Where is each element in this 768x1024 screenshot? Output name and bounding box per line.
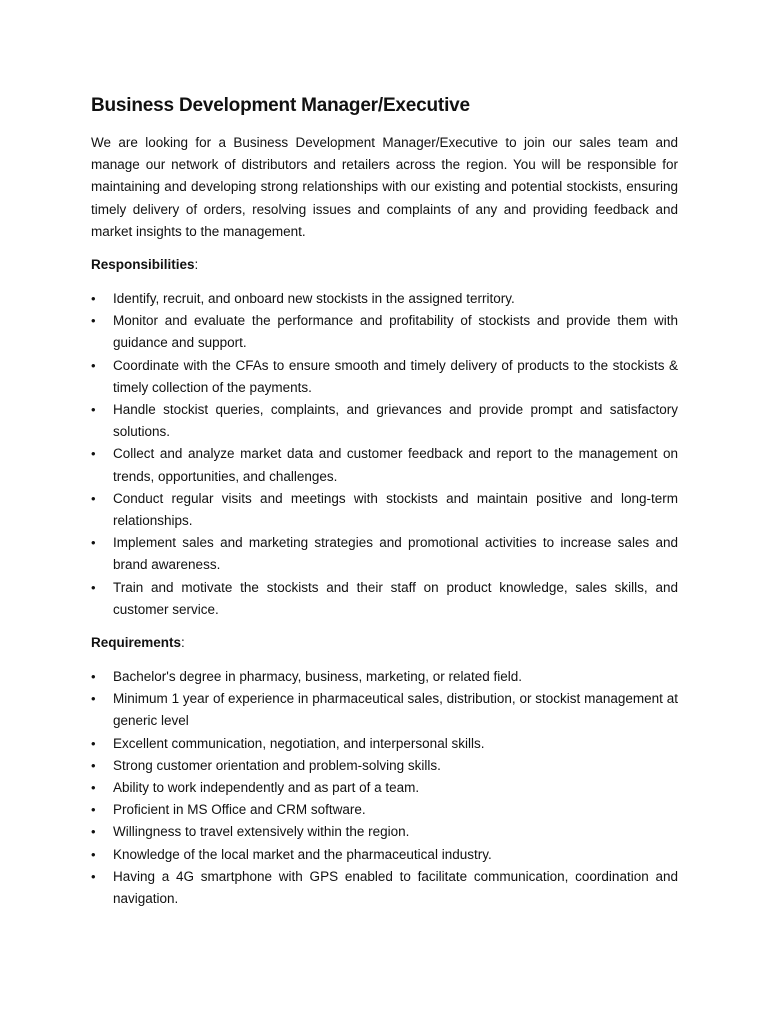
list-item-text: Coordinate with the CFAs to ensure smooth and timely delivery of products to the stockists & timely collection of the payments.	[113, 357, 678, 395]
bullet-icon: •	[91, 490, 96, 506]
requirements-heading-label: Requirements	[91, 635, 182, 651]
requirements-heading-colon: :	[181, 635, 185, 651]
list-item-text: Excellent communication, negotiation, and interpersonal skills.	[113, 735, 485, 751]
list-item	[91, 755, 678, 777]
bullet-icon: •	[91, 868, 96, 884]
list-item	[91, 799, 678, 821]
list-item	[91, 688, 678, 732]
bullet-icon: •	[91, 535, 96, 551]
bullet-icon: •	[91, 824, 96, 840]
list-item-text: Ability to work independently and as part of a team.	[113, 780, 420, 796]
requirements-list	[91, 666, 678, 910]
list-item	[91, 532, 678, 576]
list-item-text: Monitor and evaluate the performance and profitability of stockists and provide them with guidance and support.	[113, 313, 678, 351]
list-item-text: Strong customer orientation and problem-solving skills.	[113, 757, 441, 773]
responsibilities-heading	[91, 255, 678, 275]
list-item-text: Implement sales and marketing strategies and promotional activities to increase sales and brand awareness.	[113, 535, 678, 573]
bullet-icon: •	[91, 402, 96, 418]
bullet-icon: •	[91, 780, 96, 796]
requirements-heading	[91, 633, 678, 653]
bullet-icon: •	[91, 446, 96, 462]
list-item	[91, 733, 678, 755]
list-item	[91, 821, 678, 843]
list-item-text: Bachelor's degree in pharmacy, business, marketing, or related field.	[113, 669, 523, 685]
list-item	[91, 577, 678, 621]
responsibilities-list	[91, 288, 678, 621]
bullet-icon: •	[91, 313, 96, 329]
bullet-icon: •	[91, 291, 96, 307]
list-item-text: Handle stockist queries, complaints, and grievances and provide prompt and satisfactory solutions.	[113, 402, 678, 440]
list-item	[91, 666, 678, 688]
list-item	[91, 488, 678, 532]
bullet-icon: •	[91, 669, 96, 685]
responsibilities-heading-colon: :	[194, 257, 199, 273]
list-item	[91, 866, 678, 910]
responsibilities-heading-label: Responsibilities	[91, 257, 195, 273]
list-item	[91, 288, 678, 310]
bullet-icon: •	[91, 757, 96, 773]
list-item-text: Willingness to travel extensively within the region.	[113, 824, 410, 840]
list-item-text: Identify, recruit, and onboard new stockists in the assigned territory.	[113, 291, 515, 307]
list-item	[91, 355, 678, 399]
list-item-text: Knowledge of the local market and the pharmaceutical industry.	[113, 846, 492, 862]
list-item	[91, 844, 678, 866]
bullet-icon: •	[91, 357, 96, 373]
list-item-text: Having a 4G smartphone with GPS enabled to facilitate communication, coordination and navigation.	[113, 868, 678, 907]
list-item	[91, 399, 678, 443]
list-item	[91, 310, 678, 354]
bullet-icon: •	[91, 579, 96, 595]
document-title: Business Development Manager/Executive	[91, 95, 470, 116]
list-item-text: Proficient in MS Office and CRM software.	[113, 802, 366, 818]
list-item-text: Train and motivate the stockists and their staff on product knowledge, sales skills, and customer service.	[113, 579, 678, 617]
bullet-icon: •	[91, 691, 96, 707]
intro-paragraph: We are looking for a Business Development Manager/Executive to join our sales team and manage our network of distributors and retailers across the region. You will be responsible for maintaining and developing strong relationships with our existing and potential stockists, ensuring timely delivery of orders, resolving issues and complaints of any and providing feedback and market insights to the management.	[91, 135, 678, 239]
list-item-text: Conduct regular visits and meetings with stockists and maintain positive and long-term relationships.	[113, 490, 678, 529]
list-item	[91, 777, 678, 799]
bullet-icon: •	[91, 735, 96, 751]
list-item-text: Collect and analyze market data and customer feedback and report to the management on trends, opportunities, and challenges.	[113, 446, 678, 484]
list-item	[91, 443, 678, 487]
bullet-icon: •	[91, 802, 96, 818]
list-item-text: Minimum 1 year of experience in pharmaceutical sales, distribution, or stockist management at generic level	[113, 691, 678, 729]
bullet-icon: •	[91, 846, 96, 862]
